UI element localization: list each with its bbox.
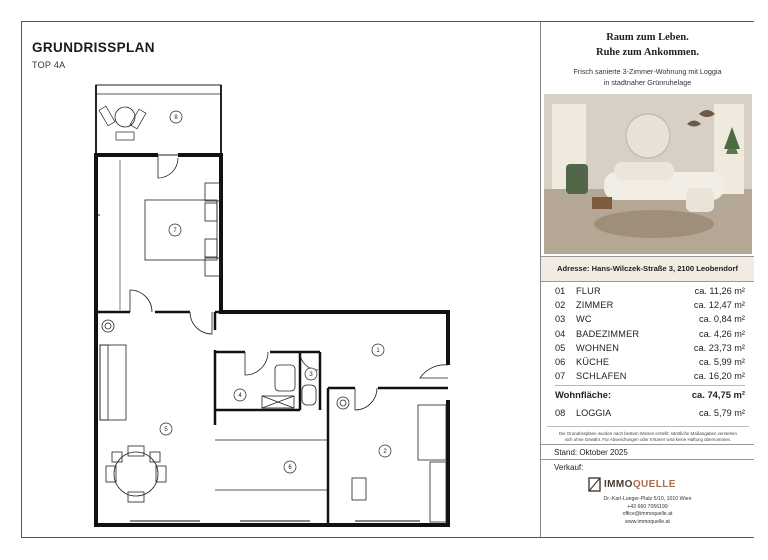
room-area: ca. 23,73 m²: [693, 342, 745, 353]
room-area: ca. 4,26 m²: [699, 328, 745, 339]
room-name: WOHNEN: [576, 342, 620, 353]
logo-text-immo: IMMO: [604, 479, 633, 490]
room-number: 05: [555, 342, 566, 353]
description-line-2: in stadtnaher Grünruhelage: [603, 78, 692, 87]
outer-walls: [96, 155, 448, 525]
tagline-line-2: Ruhe zum Ankommen.: [596, 47, 699, 58]
address-bar: Adresse: Hans-Wilczek-Straße 3, 2100 Leobendorf: [541, 256, 754, 282]
interior-photo: [544, 94, 752, 254]
total-area-value: ca. 74,75 m²: [691, 389, 745, 400]
disclaimer-line-2: sich ohne Gewähr. Für Abweichungen oder Irrtümer wird keine Haftung übernommen.: [564, 437, 732, 442]
room-area: ca. 11,26 m²: [694, 286, 745, 296]
room-label-2: 2: [383, 449, 387, 455]
loggia-name: LOGGIA: [576, 408, 612, 418]
room-row: [555, 369, 745, 383]
logo-mark-icon: [588, 477, 601, 492]
description-line-1: Frisch sanierte 3-Zimmer-Wohnung mit Loggia: [573, 67, 722, 76]
plan-subtitle: TOP 4A: [32, 60, 66, 70]
room-label-8: 8: [174, 115, 178, 121]
bedroom-furniture: [120, 160, 220, 310]
description: [541, 66, 754, 88]
contact-phone: +43 660 7056199: [627, 503, 668, 510]
room-number: 03: [555, 314, 566, 325]
logo-text: [604, 479, 676, 490]
door-swings: [130, 155, 448, 410]
room-label-3: 3: [309, 372, 313, 378]
room-name: BADEZIMMER: [576, 328, 640, 339]
room-area: ca. 5,99 m²: [699, 356, 745, 367]
total-divider: [555, 385, 745, 386]
room-row: [555, 341, 745, 355]
loggia-row: [555, 406, 745, 420]
room-name: KÜCHE: [576, 356, 610, 367]
room-label-4: 4: [238, 393, 242, 399]
room-row: [555, 284, 745, 298]
tagline-line-1: Raum zum Leben.: [606, 32, 689, 43]
immoquelle-logo: [588, 477, 676, 492]
room-name: ZIMMER: [576, 300, 614, 311]
room-label-7: 7: [173, 228, 177, 234]
room-area: ca. 12,47 m²: [693, 300, 745, 311]
verkauf-label: Verkauf:: [554, 463, 584, 472]
floor-plan: [80, 78, 460, 528]
loggia-area: [96, 85, 221, 155]
room-name: SCHLAFEN: [576, 371, 627, 382]
room-number: 04: [555, 328, 566, 339]
total-area-row: [555, 388, 745, 402]
logo-text-quelle: QUELLE: [632, 479, 676, 490]
room-area: ca. 16,20 m²: [693, 371, 745, 382]
room-number: 07: [555, 371, 566, 382]
stand-date: Stand: Oktober 2025: [541, 444, 754, 460]
room-area: ca. 0,84 m²: [699, 314, 745, 325]
room-row: [555, 355, 745, 369]
room-row: [555, 298, 745, 312]
info-panel: [540, 22, 754, 537]
tagline: [541, 30, 754, 60]
plan-title: GRUNDRISSPLAN: [32, 40, 155, 55]
room-label-5: 5: [164, 427, 168, 433]
disclaimer-line-1: Die Grundrisspläne wurden nach bestem Wissen erstellt; sämtliche Maßangaben verstehen: [559, 431, 737, 436]
contact-website[interactable]: www.immoquelle.at: [625, 518, 670, 525]
contact-address: Dr.-Karl-Lueger-Platz 5/10, 1010 Wien: [603, 496, 692, 502]
loggia-area: ca. 5,79 m²: [699, 408, 745, 418]
windows: [96, 215, 420, 521]
room-name: WC: [576, 314, 592, 325]
room-row: [555, 327, 745, 341]
room-label-6: 6: [288, 465, 292, 471]
room-label-1: 1: [376, 348, 380, 354]
room-list: [555, 284, 745, 383]
disclaimer: [547, 426, 749, 443]
contact-block: [541, 496, 754, 526]
total-area-label: Wohnfläche:: [555, 389, 612, 400]
room-row: [555, 312, 745, 326]
room-number: 01: [555, 286, 566, 296]
room2-furniture: [352, 405, 446, 522]
room-number: 06: [555, 356, 566, 367]
contact-email[interactable]: office@immoquelle.at: [622, 511, 673, 517]
room-name: FLUR: [576, 286, 601, 296]
loggia-number: 08: [555, 408, 566, 418]
interior-walls: [96, 312, 448, 525]
room-number: 02: [555, 300, 566, 311]
